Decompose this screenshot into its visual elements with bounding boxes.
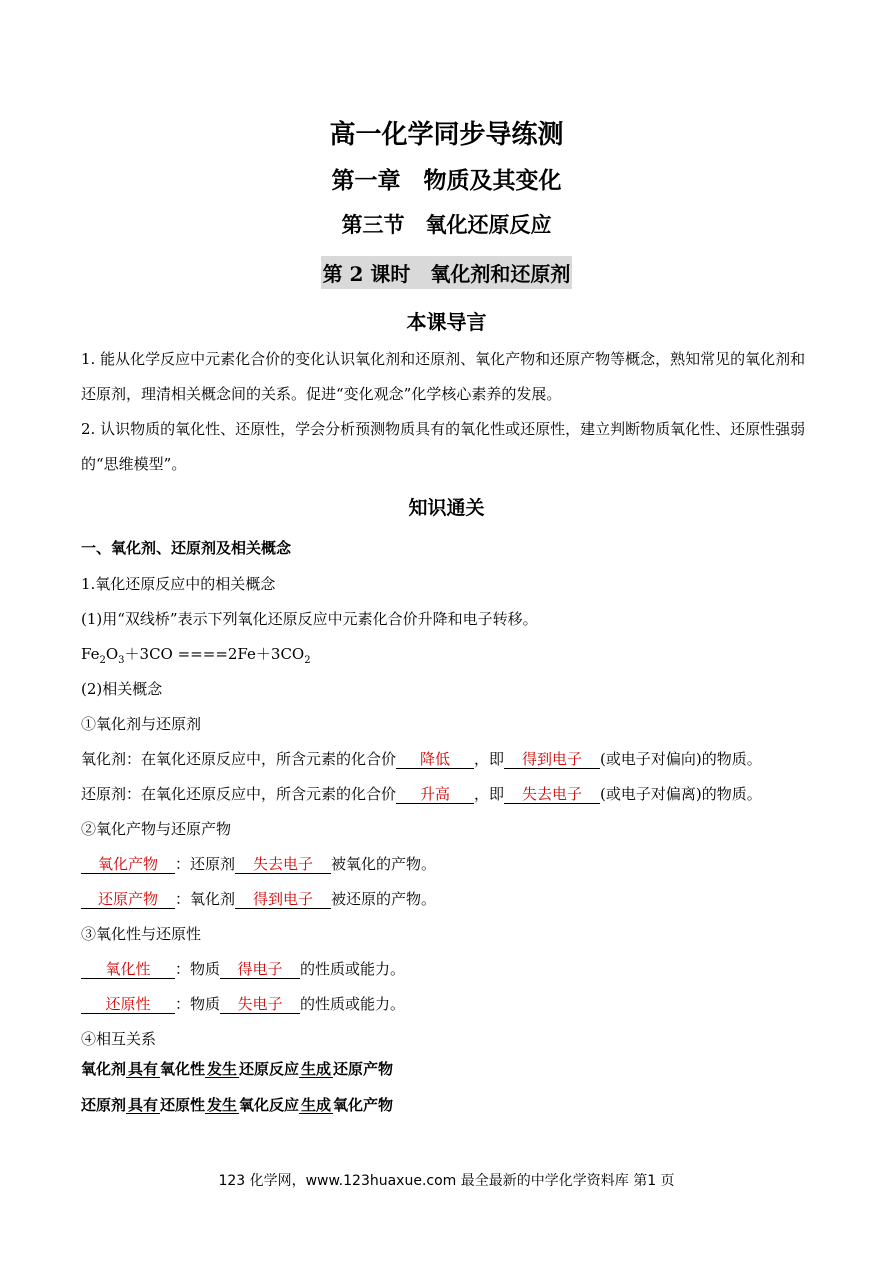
arrow-label: 具有	[128, 1096, 159, 1114]
oxidant-definition: 氧化剂：在氧化还原反应中，所含元素的化合价 降低 ，即 得到电子 (或电子对偏向)的物质。	[81, 750, 762, 768]
fill-blank-answer: 得到电子	[235, 890, 331, 909]
concept2-title: ②氧化产物与还原产物	[81, 820, 232, 838]
fill-blank-answer: 得电子	[220, 960, 300, 979]
item1-2-text: (2)相关概念	[81, 680, 163, 698]
fill-blank-answer: 失去电子	[235, 855, 331, 874]
fill-blank-answer: 得到电子	[504, 750, 600, 769]
concept3-title: ③氧化性与还原性	[81, 925, 202, 943]
arrow-label: 发生	[207, 1060, 238, 1078]
part1-heading: 一、氧化剂、还原剂及相关概念	[81, 539, 292, 557]
fill-blank-answer: 还原产物	[81, 890, 175, 909]
reductant-definition: 还原剂：在氧化还原反应中，所含元素的化合价 升高 ，即 失去电子 (或电子对偏离)的物质。	[81, 785, 762, 803]
item1-1-text: (1)用“双线桥”表示下列氧化还原反应中元素化合价升降和电子转移。	[81, 610, 538, 628]
page-footer: 123 化学网，www.123huaxue.com 最全最新的中学化学资料库 第1 页	[218, 1173, 675, 1189]
doc-title: 高一化学同步导练测	[329, 120, 564, 150]
chapter-title: 第一章 物质及其变化	[331, 167, 562, 194]
fill-blank-answer: 还原性	[81, 995, 175, 1014]
intro-paragraph-2: 2. 认识物质的氧化性、还原性，学会分析预测物质具有的氧化性或还原性，建立判断物质氧化性、还原性强弱的“思维模型”。	[81, 420, 806, 473]
fill-blank-answer: 失去电子	[504, 785, 600, 804]
relation-chain-reductant: 还原剂 具有 还原性 发生 氧化反应 生成 氧化产物	[81, 1096, 394, 1114]
reduction-product-definition: 还原产物 ：氧化剂 得到电子 被还原的产物。	[81, 888, 436, 909]
arrow-label: 具有	[128, 1060, 159, 1078]
lesson-title: 第 2 课时 氧化剂和还原剂	[321, 256, 573, 289]
concept1-title: ①氧化剂与还原剂	[81, 715, 202, 733]
reaction-equation: $Fe_2O_3+3CO ====2Fe+3CO_2$	[81, 645, 311, 666]
oxidizing-property-definition: 氧化性 ：物质 得电子 的性质或能力。	[81, 958, 405, 979]
intro-paragraph-1: 1. 能从化学反应中元素化合价的变化认识氧化剂和还原剂、氧化产物和还原产物等概念，熟知常见的氧化剂和还原剂，理清相关概念间的关系。促进“变化观念”化学核心素养的发展。	[81, 350, 806, 403]
intro-heading: 本课导言	[406, 310, 487, 334]
arrow-label: 生成	[301, 1060, 332, 1078]
section-title: 第三节 氧化还原反应	[341, 212, 552, 237]
oxidation-product-definition: 氧化产物 ：还原剂 失去电子 被氧化的产物。	[81, 853, 436, 874]
item1-title: 1.氧化还原反应中的相关概念	[81, 575, 276, 593]
fill-blank-answer: 氧化产物	[81, 855, 175, 874]
fill-blank-answer: 升高	[396, 785, 474, 804]
knowledge-heading: 知识通关	[408, 497, 485, 519]
fill-blank-answer: 降低	[396, 750, 474, 769]
fill-blank-answer: 氧化性	[81, 960, 175, 979]
concept4-title: ④相互关系	[81, 1030, 157, 1048]
reducing-property-definition: 还原性 ：物质 失电子 的性质或能力。	[81, 993, 405, 1014]
arrow-label: 生成	[301, 1096, 332, 1114]
arrow-label: 发生	[207, 1096, 238, 1114]
fill-blank-answer: 失电子	[220, 995, 300, 1014]
relation-chain-oxidant: 氧化剂 具有 氧化性 发生 还原反应 生成 还原产物	[81, 1060, 394, 1078]
